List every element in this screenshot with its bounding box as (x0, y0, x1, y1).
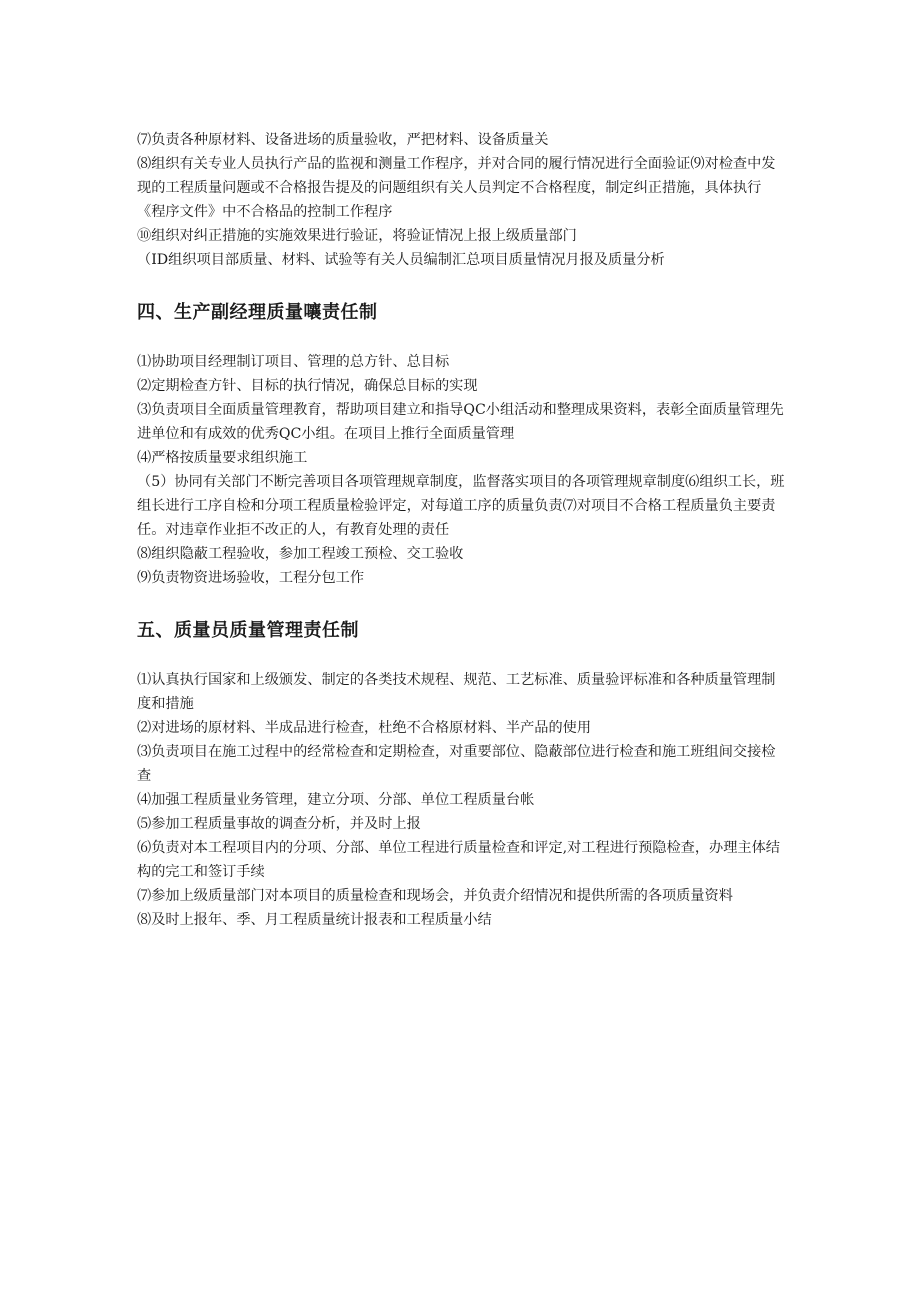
paragraph: ⑼负责物资进场验收，工程分包工作 (137, 570, 365, 586)
paragraph: ⑷严格按质量要求组织施工 (137, 450, 308, 466)
paragraph: ⑩组织对纠正措施的实施效果进行验证，将验证情况上报上级质量部门 (137, 228, 577, 244)
paragraph: ⑺负责各种原材料、设备进场的质量验收，严把材料、设备质量关 (137, 132, 549, 148)
paragraph: ⑶负责项目全面质量管理教育，帮助项目建立和指导QC小组活动和整理成果资料，表彰全面质量管理先进单位和有成效的优秀QC小组。在项目上推行全面质量管理 (137, 402, 784, 442)
paragraph: ⑵定期检查方针、目标的执行情况，确保总目标的实现 (137, 378, 478, 394)
document-page (137, 128, 787, 932)
paragraph: ⑺参加上级质量部门对本项目的质量检查和现场会，并负责介绍情况和提供所需的各项质量资料 (137, 888, 733, 904)
section-heading: 五、质量员质量管理责任制 (137, 620, 359, 641)
paragraph: ⑻及时上报年、季、月工程质量统计报表和工程质量小结 (137, 912, 492, 928)
section-heading: 四、生产副经理质量嚷责任制 (137, 302, 378, 323)
paragraph: ⑶负责项目在施工过程中的经常检查和定期检查，对重要部位、隐蔽部位进行检查和施工班组间交接检查 (137, 744, 776, 784)
paragraph: ⑴协助项目经理制订项目、管理的总方针、总目标 (137, 354, 450, 370)
paragraph: （5）协同有关部门不断完善项目各项管理规章制度，监督落实项目的各项管理规章制度⑹组织工长，班组长进行工序自检和分项工程质量检验评定，对每道工序的质量负责⑺对项目不合格工程质量负主要责任。对违章作业拒不改正的人，有教育处理的责任 (137, 474, 785, 538)
paragraph: （ID组织项目部质量、材料、试验等有关人员编制汇总项目质量情况月报及质量分析 (137, 252, 665, 268)
paragraph: ⑴认真执行国家和上级颁发、制定的各类技术规程、规范、工艺标准、质量验评标准和各种质量管理制度和措施 (137, 672, 776, 712)
paragraph: ⑵对进场的原材料、半成品进行检查，杜绝不合格原材料、半产品的使用 (137, 720, 592, 736)
paragraph: ⑸参加工程质量事故的调查分析，并及时上报 (137, 816, 421, 832)
paragraph: ⑻组织有关专业人员执行产品的监视和测量工作程序，并对合同的履行情况进行全面验证⑼对检查中发现的工程质量问题或不合格报告提及的问题组织有关人员判定不合格程度，制定纠正措施，具体执行《程序文件》中不合格品的控制工作程序 (137, 156, 776, 220)
paragraph: ⑻组织隐蔽工程验收，参加工程竣工预检、交工验收 (137, 546, 464, 562)
paragraph: ⑷加强工程质量业务管理，建立分项、分部、单位工程质量台帐 (137, 792, 535, 808)
paragraph: ⑹负责对本工程项目内的分项、分部、单位工程进行质量检查和评定,对工程进行预隐检查，办理主体结构的完工和签订手续 (137, 840, 780, 880)
